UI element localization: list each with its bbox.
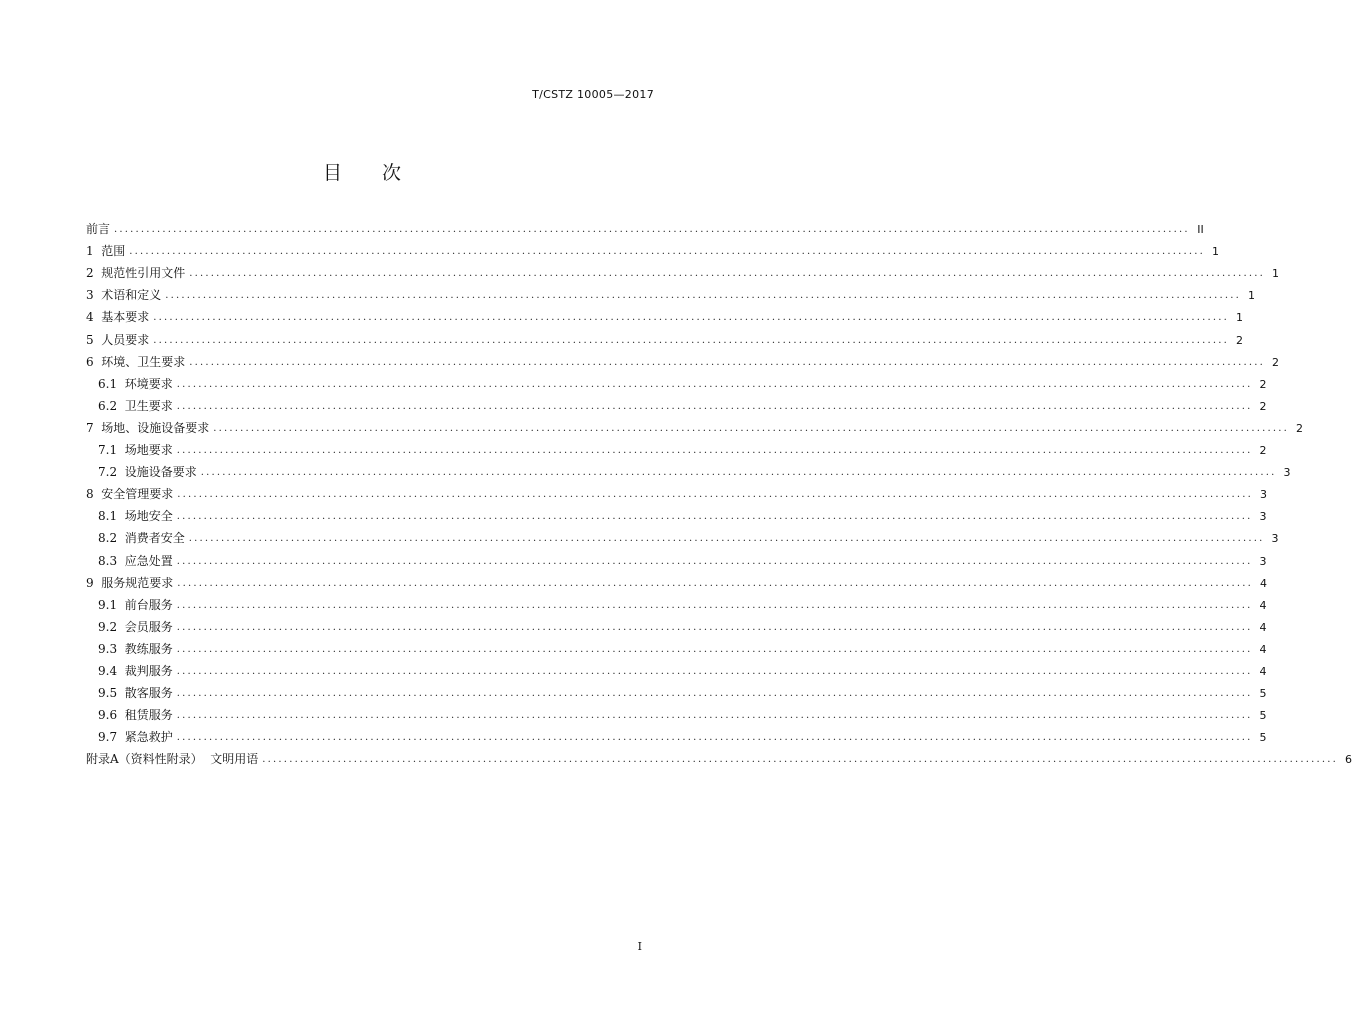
toc-entry-label: 9.3 教练服务 — [98, 641, 173, 656]
toc-entry[interactable] — [86, 392, 1267, 414]
toc-leader-dots: ........................................................................................................................................................................................................ — [114, 224, 1190, 236]
toc-leader-dots: ........................................................................................................................................................................................................ — [213, 422, 1290, 434]
toc-entry[interactable] — [86, 480, 1268, 502]
toc-entry[interactable] — [86, 502, 1267, 524]
toc-leader-dots: ........................................................................................................................................................................................................ — [189, 268, 1266, 280]
toc-leader-dots: ........................................................................................................................................................................................................ — [176, 665, 1253, 677]
toc-entry-page: 4 — [1259, 664, 1267, 678]
toc-entry[interactable] — [86, 524, 1279, 546]
toc-leader-dots: ........................................................................................................................................................................................................ — [176, 732, 1253, 744]
toc-entry-page: II — [1197, 223, 1204, 237]
toc-entry-label: 6 环境、卫生要求 — [86, 354, 186, 369]
toc-entry[interactable] — [86, 237, 1220, 259]
toc-entry-label: 9.1 前台服务 — [98, 597, 173, 612]
toc-entry[interactable] — [86, 370, 1267, 392]
toc-leader-dots: ........................................................................................................................................................................................................ — [176, 599, 1253, 611]
title-char-2: 次 — [382, 162, 402, 184]
toc-leader-dots: ........................................................................................................................................................................................................ — [176, 710, 1253, 722]
toc-entry[interactable] — [86, 701, 1267, 723]
toc-entry-label: 9.4 裁判服务 — [98, 663, 173, 678]
toc-entry-page: 1 — [1212, 245, 1220, 259]
toc-entry[interactable] — [86, 635, 1267, 657]
toc-entry-page: 5 — [1259, 687, 1267, 701]
toc-entry-label: 9.2 会员服务 — [98, 619, 173, 634]
toc-entry-page: 3 — [1283, 466, 1291, 480]
toc-entry-label: 9.6 租赁服务 — [98, 708, 173, 723]
table-of-contents — [86, 215, 1352, 767]
toc-entry[interactable] — [86, 657, 1267, 679]
toc-leader-dots: ........................................................................................................................................................................................................ — [200, 467, 1277, 479]
toc-entry[interactable] — [86, 281, 1256, 303]
toc-entry-page: 1 — [1272, 267, 1280, 281]
title-char-1: 目 — [322, 162, 342, 184]
toc-entry-page: 2 — [1259, 377, 1267, 391]
toc-leader-dots: ........................................................................................................................................................................................................ — [165, 290, 1242, 302]
toc-leader-dots: ........................................................................................................................................................................................................ — [129, 246, 1206, 258]
toc-entry-page: 2 — [1259, 399, 1267, 413]
toc-entry-label: 7 场地、设施设备要求 — [86, 420, 210, 435]
toc-entry-label: 2 规范性引用文件 — [86, 266, 186, 281]
toc-entry-label: 前言 — [86, 222, 111, 237]
toc-entry-label: 附录A（资料性附录） 文明用语 — [86, 752, 259, 767]
toc-leader-dots: ........................................................................................................................................................................................................ — [176, 555, 1253, 567]
toc-entry[interactable] — [86, 325, 1244, 347]
toc-entry-page: 4 — [1259, 642, 1267, 656]
toc-entry[interactable] — [86, 723, 1267, 745]
toc-entry[interactable] — [86, 303, 1244, 325]
toc-entry[interactable] — [86, 613, 1267, 635]
toc-entry-label: 9 服务规范要求 — [86, 575, 174, 590]
toc-entry[interactable] — [86, 569, 1268, 591]
document-code: T/CSTZ 10005—2017 — [532, 88, 654, 101]
toc-entry[interactable] — [86, 745, 1352, 767]
toc-entry[interactable] — [86, 215, 1204, 237]
toc-entry[interactable] — [86, 546, 1267, 568]
toc-entry-page: 6 — [1345, 753, 1352, 767]
toc-leader-dots: ........................................................................................................................................................................................................ — [177, 577, 1254, 589]
toc-entry-page: 2 — [1272, 355, 1280, 369]
toc-entry-label: 9.7 紧急救护 — [98, 730, 173, 745]
toc-leader-dots: ........................................................................................................................................................................................................ — [176, 688, 1253, 700]
toc-entry-label: 8.2 消费者安全 — [98, 531, 185, 546]
toc-entry[interactable] — [86, 591, 1267, 613]
toc-entry[interactable] — [86, 436, 1267, 458]
toc-leader-dots: ........................................................................................................................................................................................................ — [177, 489, 1254, 501]
toc-entry-page: 2 — [1296, 421, 1304, 435]
toc-entry-label: 7.1 场地要求 — [98, 443, 173, 458]
toc-leader-dots: ........................................................................................................................................................................................................ — [153, 312, 1230, 324]
toc-entry-label: 6.1 环境要求 — [98, 376, 173, 391]
toc-leader-dots: ........................................................................................................................................................................................................ — [176, 445, 1253, 457]
toc-leader-dots: ........................................................................................................................................................................................................ — [176, 643, 1253, 655]
toc-entry-page: 2 — [1259, 444, 1267, 458]
toc-entry-label: 3 术语和定义 — [86, 288, 162, 303]
toc-entry-page: 5 — [1259, 731, 1267, 745]
toc-entry[interactable] — [86, 259, 1280, 281]
toc-leader-dots: ........................................................................................................................................................................................................ — [262, 754, 1339, 766]
toc-leader-dots: ........................................................................................................................................................................................................ — [153, 334, 1230, 346]
toc-leader-dots: ........................................................................................................................................................................................................ — [176, 378, 1253, 390]
toc-entry-page: 4 — [1259, 598, 1267, 612]
toc-entry-label: 8.3 应急处置 — [98, 553, 173, 568]
toc-entry-page: 2 — [1236, 333, 1244, 347]
toc-leader-dots: ........................................................................................................................................................................................................ — [176, 511, 1253, 523]
toc-entry[interactable] — [86, 679, 1267, 701]
toc-entry-page: 3 — [1259, 554, 1267, 568]
toc-entry-page: 3 — [1259, 510, 1267, 524]
toc-leader-dots: ........................................................................................................................................................................................................ — [176, 621, 1253, 633]
toc-entry-page: 4 — [1259, 620, 1267, 634]
toc-entry-page: 3 — [1260, 488, 1268, 502]
page-number: I — [637, 940, 642, 953]
toc-entry-label: 4 基本要求 — [86, 310, 150, 325]
toc-leader-dots: ........................................................................................................................................................................................................ — [189, 356, 1266, 368]
toc-leader-dots: ........................................................................................................................................................................................................ — [176, 400, 1253, 412]
toc-entry[interactable] — [86, 414, 1304, 436]
toc-leader-dots: ........................................................................................................................................................................................................ — [188, 533, 1265, 545]
toc-entry-label: 9.5 散客服务 — [98, 686, 173, 701]
toc-entry-page: 3 — [1271, 532, 1279, 546]
toc-entry-page: 4 — [1260, 576, 1268, 590]
toc-entry-page: 1 — [1236, 311, 1244, 325]
toc-entry-page: 1 — [1248, 289, 1256, 303]
toc-entry-label: 7.2 设施设备要求 — [98, 465, 197, 480]
toc-entry[interactable] — [86, 348, 1280, 370]
toc-entry-label: 8 安全管理要求 — [86, 487, 174, 502]
toc-entry-label: 8.1 场地安全 — [98, 509, 173, 524]
toc-entry-label: 6.2 卫生要求 — [98, 398, 173, 413]
toc-entry-label: 1 范围 — [86, 244, 126, 259]
toc-entry[interactable] — [86, 458, 1291, 480]
toc-entry-label: 5 人员要求 — [86, 332, 150, 347]
page-title — [0, 158, 724, 185]
toc-entry-page: 5 — [1259, 709, 1267, 723]
